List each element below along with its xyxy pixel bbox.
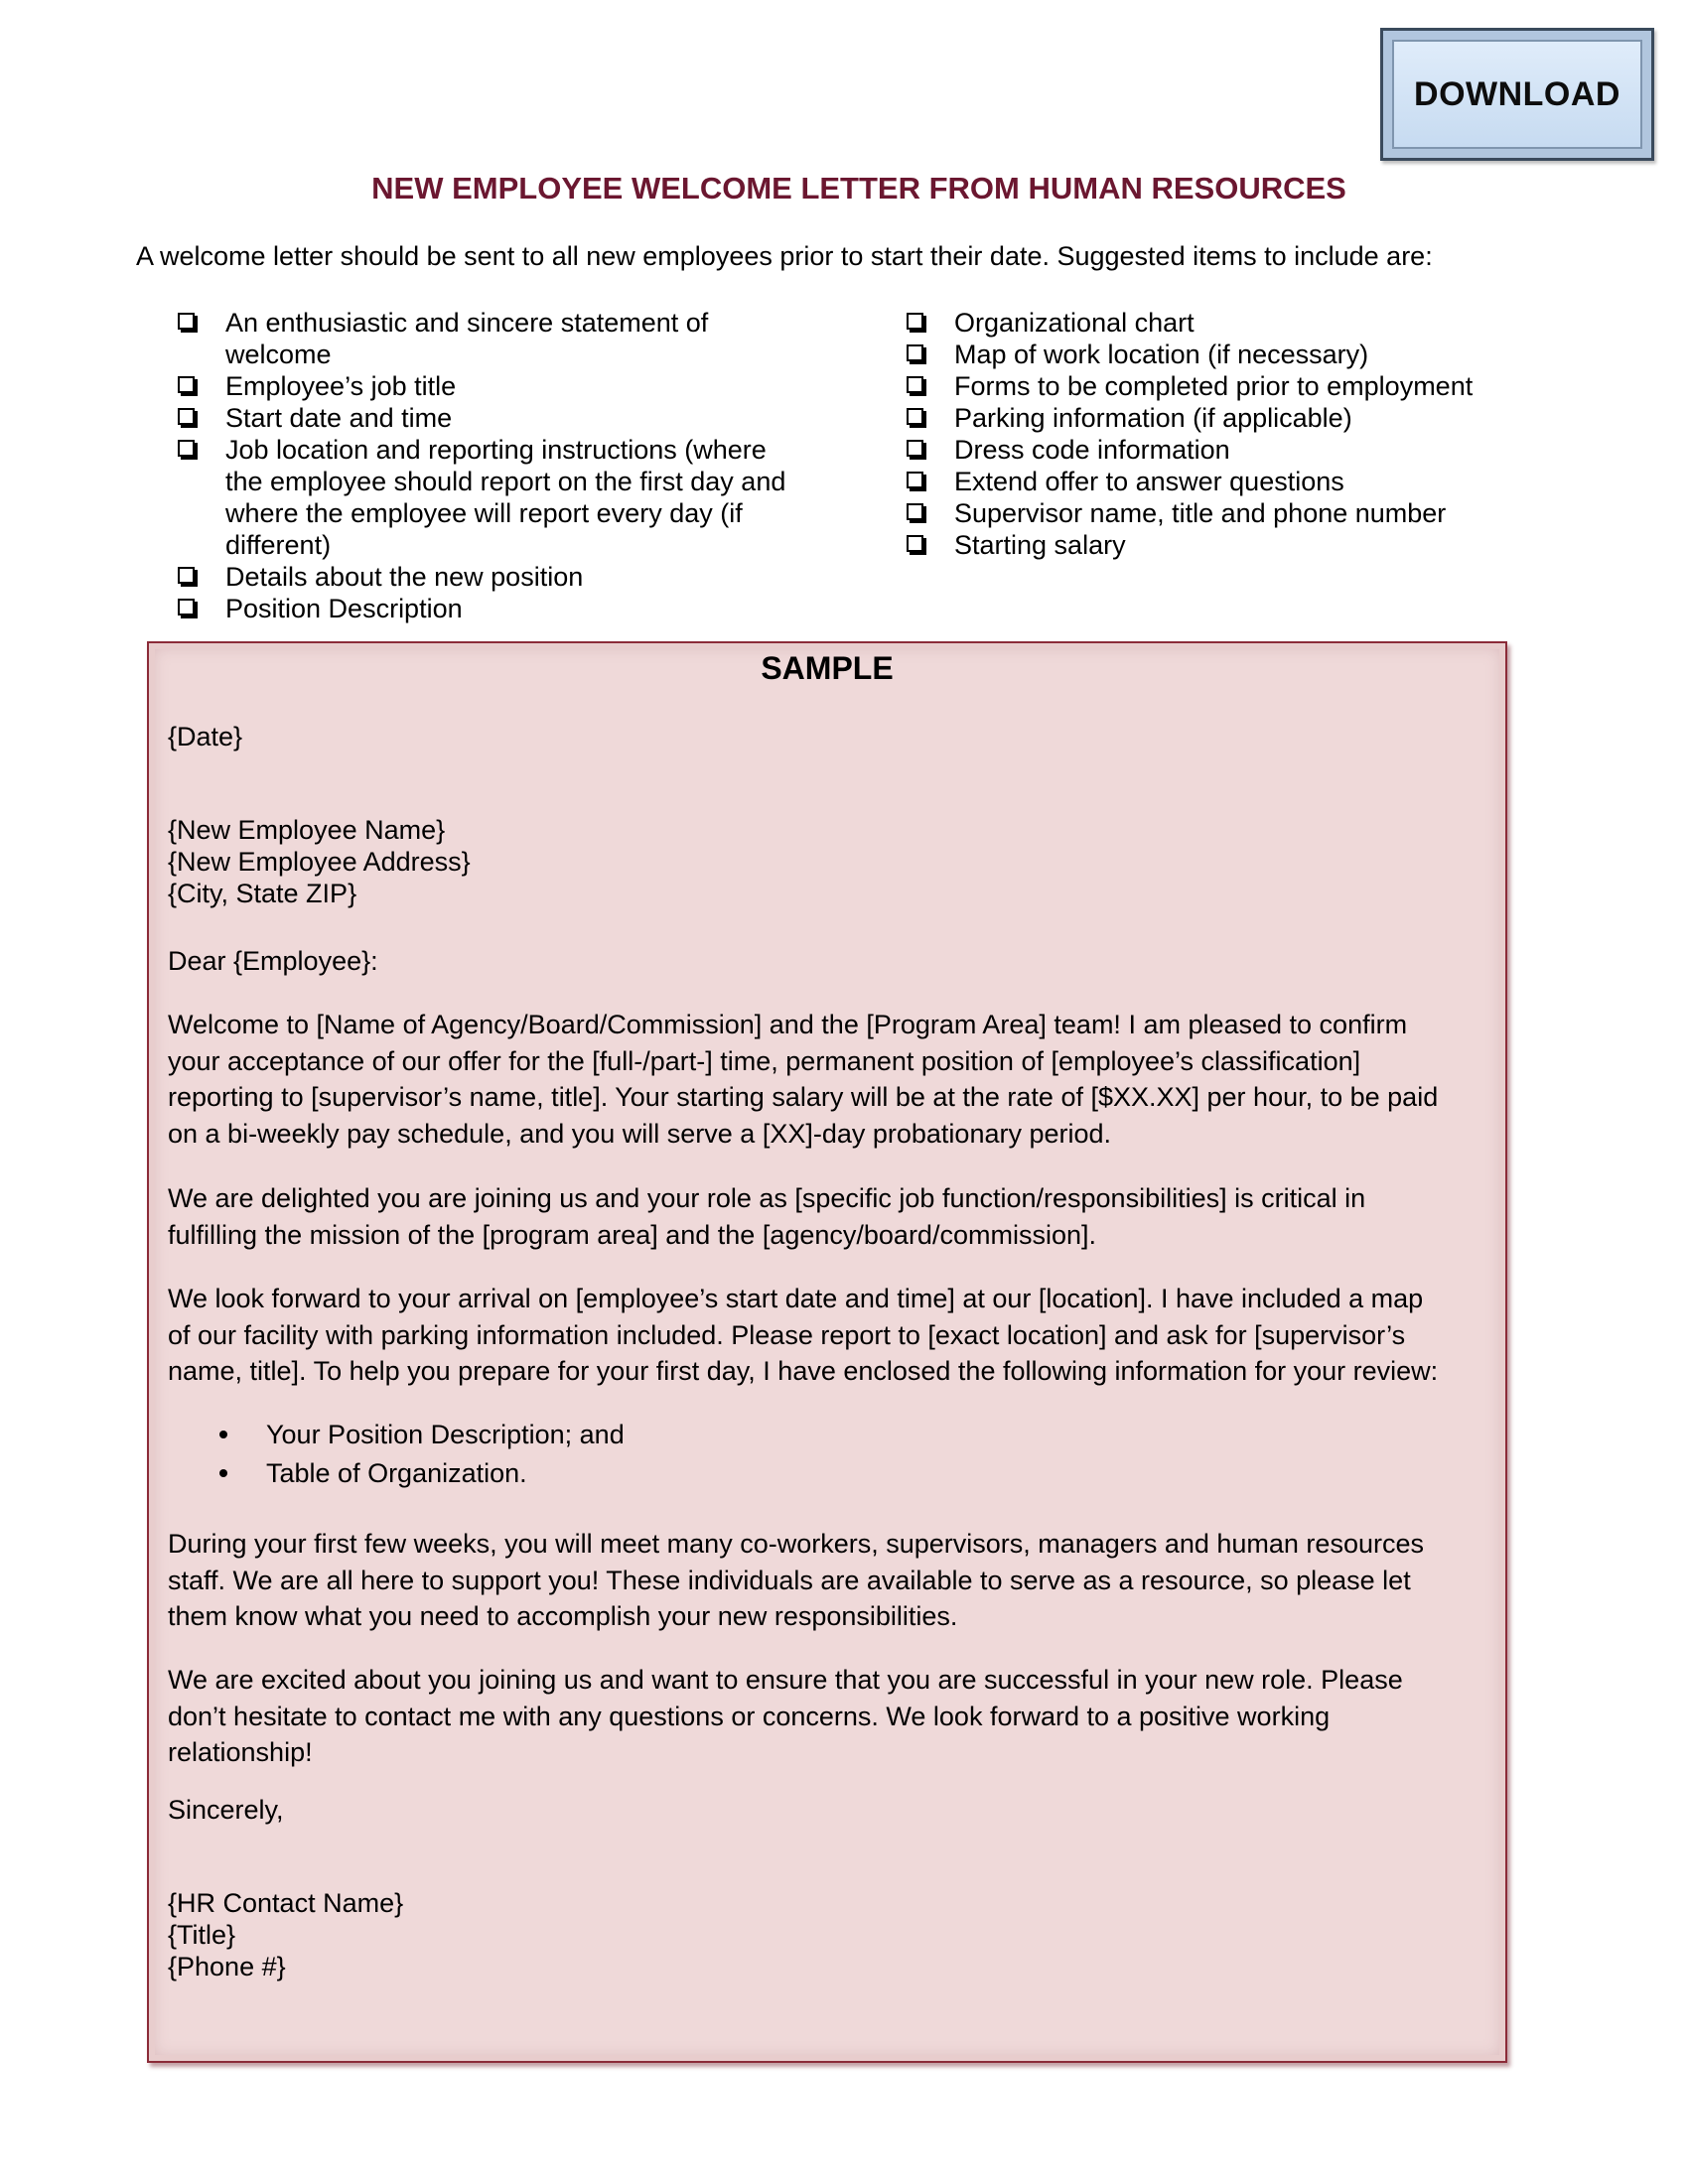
checklist-item: An enthusiastic and sincere statement of welcome (176, 307, 831, 370)
checkbox-icon (907, 503, 923, 520)
letter-paragraph: We look forward to your arrival on [employee’s start date and time] at our [location]. I have included a map of our facility with parking information included. Please report to [exact location] and ask for [supervisor’s name, title]. To help you prepare for your first day, I have enclosed the following information for your review: (168, 1284, 1439, 1387)
letter-paragraph: Welcome to [Name of Agency/Board/Commission] and the [Program Area] team! I am pleased to confirm your acceptance of our offer for the [full-/part-] time, permanent position of [employee’s classification] reporting to [supervisor’s name, title]. Your starting salary will be at the rate of [$XX.XX] per hour, to be paid on a bi-weekly pay schedule, and you will serve a [XX]-day probationary period. (168, 1010, 1439, 1150)
checklist-item: Organizational chart (905, 307, 1600, 339)
checklist-item: Supervisor name, title and phone number (905, 497, 1600, 529)
checklist-item: Map of work location (if necessary) (905, 339, 1600, 370)
checkbox-icon (907, 440, 923, 457)
checklist-item: Start date and time (176, 402, 831, 434)
letter-date: {Date} (168, 722, 243, 751)
document-title: NEW EMPLOYEE WELCOME LETTER FROM HUMAN RESOURCES (371, 171, 1346, 205)
checkbox-icon (907, 472, 923, 488)
checklist-item: Position Description (176, 593, 831, 624)
intro-text: A welcome letter should be sent to all new employees prior to start their date. Suggested items to include are: (136, 241, 1433, 271)
checklist-item: Starting salary (905, 529, 1600, 561)
letter-paragraph: We are excited about you joining us and want to ensure that you are successful in your new role. Please don’t hesitate to contact me with any questions or concerns. We look forward to a positive working relationship! (168, 1665, 1403, 1768)
letter-paragraph: We are delighted you are joining us and your role as [specific job function/responsibilities] is critical in fulfilling the mission of the [program area] and the [agency/board/commission]. (168, 1183, 1366, 1250)
checkbox-icon (907, 313, 923, 330)
letter-paragraph: During your first few weeks, you will meet many co-workers, supervisors, managers and human resources staff. We are all here to support you! These individuals are available to serve as a resource, so please let them know what you need to accomplish your new responsibilities. (168, 1529, 1424, 1632)
checklist-item: Dress code information (905, 434, 1600, 466)
closing: Sincerely, (168, 1795, 284, 1825)
checklist-item: Job location and reporting instructions (where the employee should report on the first day and where the employee will report every day (if different) (176, 434, 831, 561)
checklist-item: Extend offer to answer questions (905, 466, 1600, 497)
bullet-icon (219, 1431, 227, 1438)
checkbox-icon (178, 408, 195, 425)
checklist-item: Details about the new position (176, 561, 831, 593)
checkbox-icon (178, 599, 195, 615)
list-item: Your Position Description; and (168, 1416, 625, 1454)
checklist-left (176, 307, 831, 624)
checkbox-icon (907, 344, 923, 361)
checkbox-icon (907, 408, 923, 425)
bullet-icon (219, 1469, 227, 1477)
checkbox-icon (907, 376, 923, 393)
checklist-item: Parking information (if applicable) (905, 402, 1600, 434)
sample-heading: SAMPLE (761, 650, 894, 686)
download-button[interactable]: DOWNLOAD (1380, 28, 1654, 161)
list-item: Table of Organization. (168, 1454, 625, 1493)
checkbox-icon (907, 535, 923, 552)
checklist-item: Employee’s job title (176, 370, 831, 402)
checkbox-icon (178, 440, 195, 457)
recipient-address: {New Employee Name} {New Employee Address} {City, State ZIP} (168, 815, 471, 908)
checklist-item: Forms to be completed prior to employment (905, 370, 1600, 402)
checkbox-icon (178, 567, 195, 584)
checklist-right (905, 307, 1600, 561)
signature-block: {HR Contact Name} {Title} {Phone #} (168, 1888, 404, 1981)
salutation: Dear {Employee}: (168, 946, 378, 976)
checkbox-icon (178, 376, 195, 393)
enclosures-list (168, 1416, 625, 1492)
checkbox-icon (178, 313, 195, 330)
